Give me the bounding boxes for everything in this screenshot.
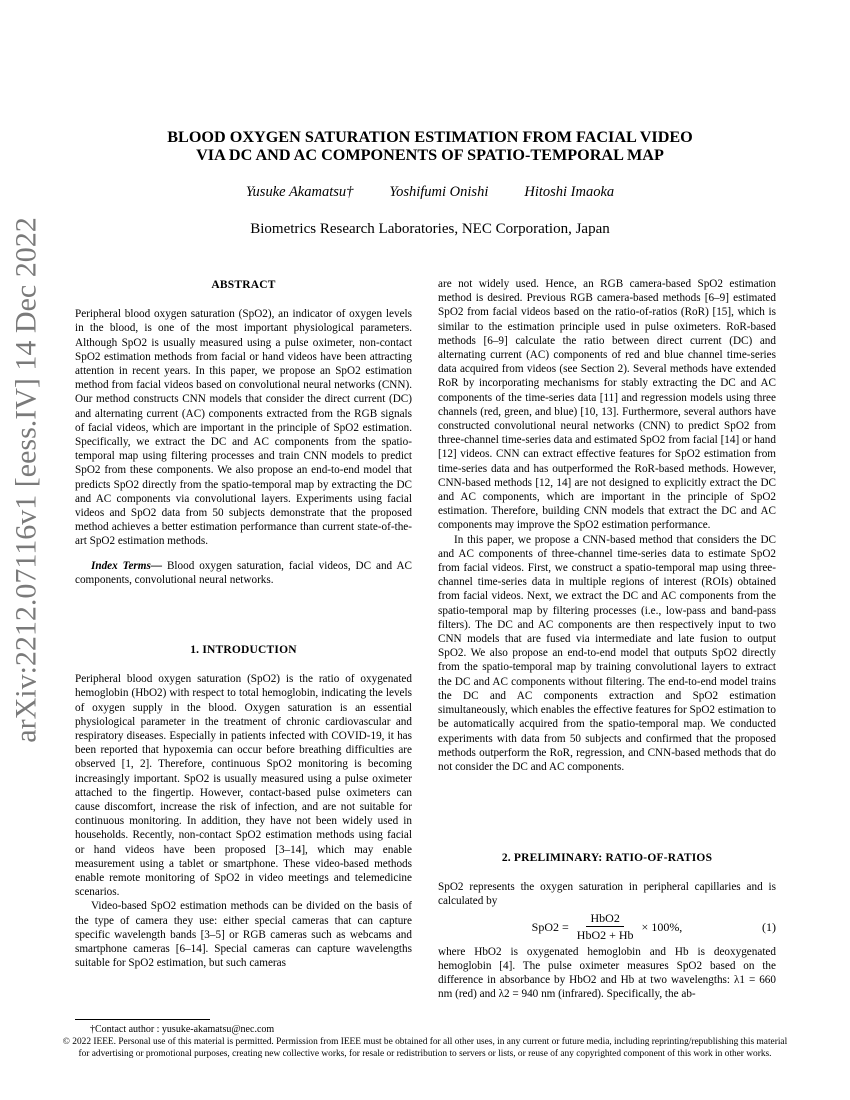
intro-section [75, 643, 412, 970]
prelim-paragraph-2: where HbO2 is oxygenated hemoglobin and Hb is deoxygenated hemoglobin [4]. The pulse oximeter measures SpO2 based on the difference in absorbance by HbO2 and Hb at two wavelengths: λ1 = 660 nm (red) and λ2 = 940 nm (infrared). Specifically, the ab- [438, 945, 776, 1001]
paper-title [90, 128, 770, 164]
right-paragraph-1: are not widely used. Hence, an RGB camera-based SpO2 estimation method is desired. Previous RGB camera-based methods [6–9] estimated SpO2 from facial videos based on the ratio-of-ratios (RoR) [15], which is similar to the estimation principle used in pulse oximeters. RoR-based methods [6–9] calculate the ratio between direct current (DC) and alternating current (AC) components of red and blue channel time-series data acquired from videos (see Section 2). Several methods have extended RoR by incorporating mechanisms for stably extracting the DC and AC components of the time-series data [11] and regression models using three channels (red, green, and blue) [10, 13]. Furthermore, several authors have constructed convolutional neural networks (CNN) to predict SpO2 from three-channel time-series data and estimated SpO2 from facial [14] or hand [12] videos. CNN can extract effective features for SpO2 estimation from time-series data and has outperformed the RoR-based methods. However, CNN-based methods [12, 14] are not designed to explicitly extract the DC and AC components, which are important in the principle of SpO2 estimation. Therefore, building CNN models that extract the DC and AC components may improve the SpO2 estimation performance. [438, 278, 776, 532]
prelim-heading: 2. PRELIMINARY: RATIO-OF-RATIOS [501, 852, 713, 864]
prelim-paragraph-1: SpO2 represents the oxygen saturation in peripheral capillaries and is calculated by [438, 881, 776, 908]
prelim-section [438, 851, 776, 1001]
abstract-heading: ABSTRACT [211, 279, 276, 291]
author-3: Hitoshi Imaoka [524, 184, 615, 200]
equation-number: (1) [762, 919, 776, 934]
equation-numerator: HbO2 [586, 911, 623, 927]
title-line-2: VIA DC AND AC COMPONENTS OF SPATIO-TEMPORAL MAP [196, 146, 664, 164]
equation-fraction [573, 911, 638, 942]
title-line-1: BLOOD OXYGEN SATURATION ESTIMATION FROM FACIAL VIDEO [167, 128, 693, 146]
footnote: †Contact author : yusuke-akamatsu@nec.com [90, 1024, 275, 1035]
right-paragraph-2: In this paper, we propose a CNN-based method that considers the DC and AC components of three-channel time-series data to estimate SpO2 from facial videos. First, we construct a spatio-temporal map using three-channel time-series data in multiple regions of interest (ROIs) obtained from facial videos. Next, we extract the DC and AC components from the spatio-temporal map by filtering processes (i.e., low-pass and band-pass filters). The DC and AC components are then respectively input to two CNN models that are fused via intermediate and late fusion to output SpO2. We also propose an end-to-end model that outputs SpO2 directly from the spatio-temporal map by training convolutional layers to extract the DC and AC components without filtering. The end-to-end model trains the DC and AC components extraction and SpO2 estimation simultaneously, which enables the effective features for SpO2 estimation to be automatically acquired from the spatio-temporal map. We conducted experiments with data from 50 subjects and confirmed that the proposed methods outperform the RoR, regression, and CNN-based methods that do not consider the DC and AC components. [438, 533, 776, 773]
index-terms-label: Index Terms— [91, 559, 163, 572]
abstract-text: Peripheral blood oxygen saturation (SpO2), an indicator of oxygen levels in the blood, is one of the most important physiological parameters. Although SpO2 is usually measured using a pulse oximeter, non-contact SpO2 estimation methods from facial or hand videos have been attracting attention in recent years. In this paper, we propose an SpO2 estimation method from facial videos based on convolutional neural networks (CNN). Our method constructs CNN models that consider the direct current (DC) and alternating current (AC) components extracted from the RGB signals of facial videos, which are important in the principle of SpO2 estimation. Specifically, we extract the DC and AC components from the spatio-temporal map using filtering processes and train CNN models to predict SpO2 from these components. We also propose an end-to-end model that predicts SpO2 directly from the spatio-temporal map by extracting the DC and AC components via convolutional layers. Experiments using facial videos and SpO2 data from 50 subjects demonstrate that the proposed method achieves a better estimation performance than current state-of-the-art SpO2 estimation methods. [75, 308, 412, 548]
intro-heading: 1. INTRODUCTION [190, 644, 297, 656]
affiliation: Biometrics Research Laboratories, NEC Corporation, Japan [250, 221, 610, 237]
copyright-notice: © 2022 IEEE. Personal use of this material is permitted. Permission from IEEE must be obtained for all other uses, in any current or future media, including reprinting/republishing this material for advertising or promotional purposes, creating new collective works, for resale or redistribution to servers or lists, or reuse of any copyrighted component of this work in other works. [62, 1037, 788, 1059]
left-column [75, 278, 412, 587]
index-terms-text: Blood oxygen saturation, facial videos, DC and AC components, convolutional neural networks. [75, 559, 412, 586]
equation-1 [438, 909, 776, 945]
arxiv-id: arXiv:2212.07116v1 [eess.IV] 14 Dec 2022 [10, 217, 44, 743]
right-column [438, 277, 776, 774]
intro-paragraph-2: Video-based SpO2 estimation methods can be divided on the basis of the type of camera they use: either special cameras that can capture specific wavelength bands [3–5] or RGB cameras such as webcams and smartphone cameras [6–14]. Special cameras can capture wavelengths suitable for SpO2 estimation, but such cameras [75, 900, 412, 970]
equation-lhs: SpO2 = [531, 919, 569, 934]
author-1: Yusuke Akamatsu† [245, 184, 354, 200]
author-2: Yoshifumi Onishi [389, 184, 489, 200]
arxiv-stamp [4, 217, 50, 743]
intro-paragraph-1: Peripheral blood oxygen saturation (SpO2) is the ratio of oxygenated hemoglobin (HbO2) with respect to total hemoglobin, indicating the levels of oxygen supply in the blood. Oxygen saturation is an essential physiological parameter in the treatment of chronic cardiovascular and respiratory diseases. Especially in patients infected with COVID-19, it has been reported that hypoxemia can occur before breathing difficulties are observed [1, 2]. Therefore, continuous SpO2 monitoring is becoming increasingly important. SpO2 is usually measured using a pulse oximeter attached to the fingertip. However, contact-based pulse oximeters can cause discomfort, increase the risk of infection, and are not suitable for continuous monitoring. In addition, they have not been widely used in households. Recently, non-contact SpO2 estimation methods using facial or hand videos have been proposed [3–14], which may enable measurement using a tablet or smartphone. These video-based methods enable remote monitoring of SpO2 in video meetings and telemedicine scenarios. [75, 673, 412, 899]
footnote-rule [75, 1019, 210, 1020]
index-terms [75, 559, 412, 587]
equation-denominator: HbO2 + Hb [576, 928, 634, 943]
equation-rhs: × 100%, [641, 919, 683, 934]
author-list [90, 184, 770, 201]
